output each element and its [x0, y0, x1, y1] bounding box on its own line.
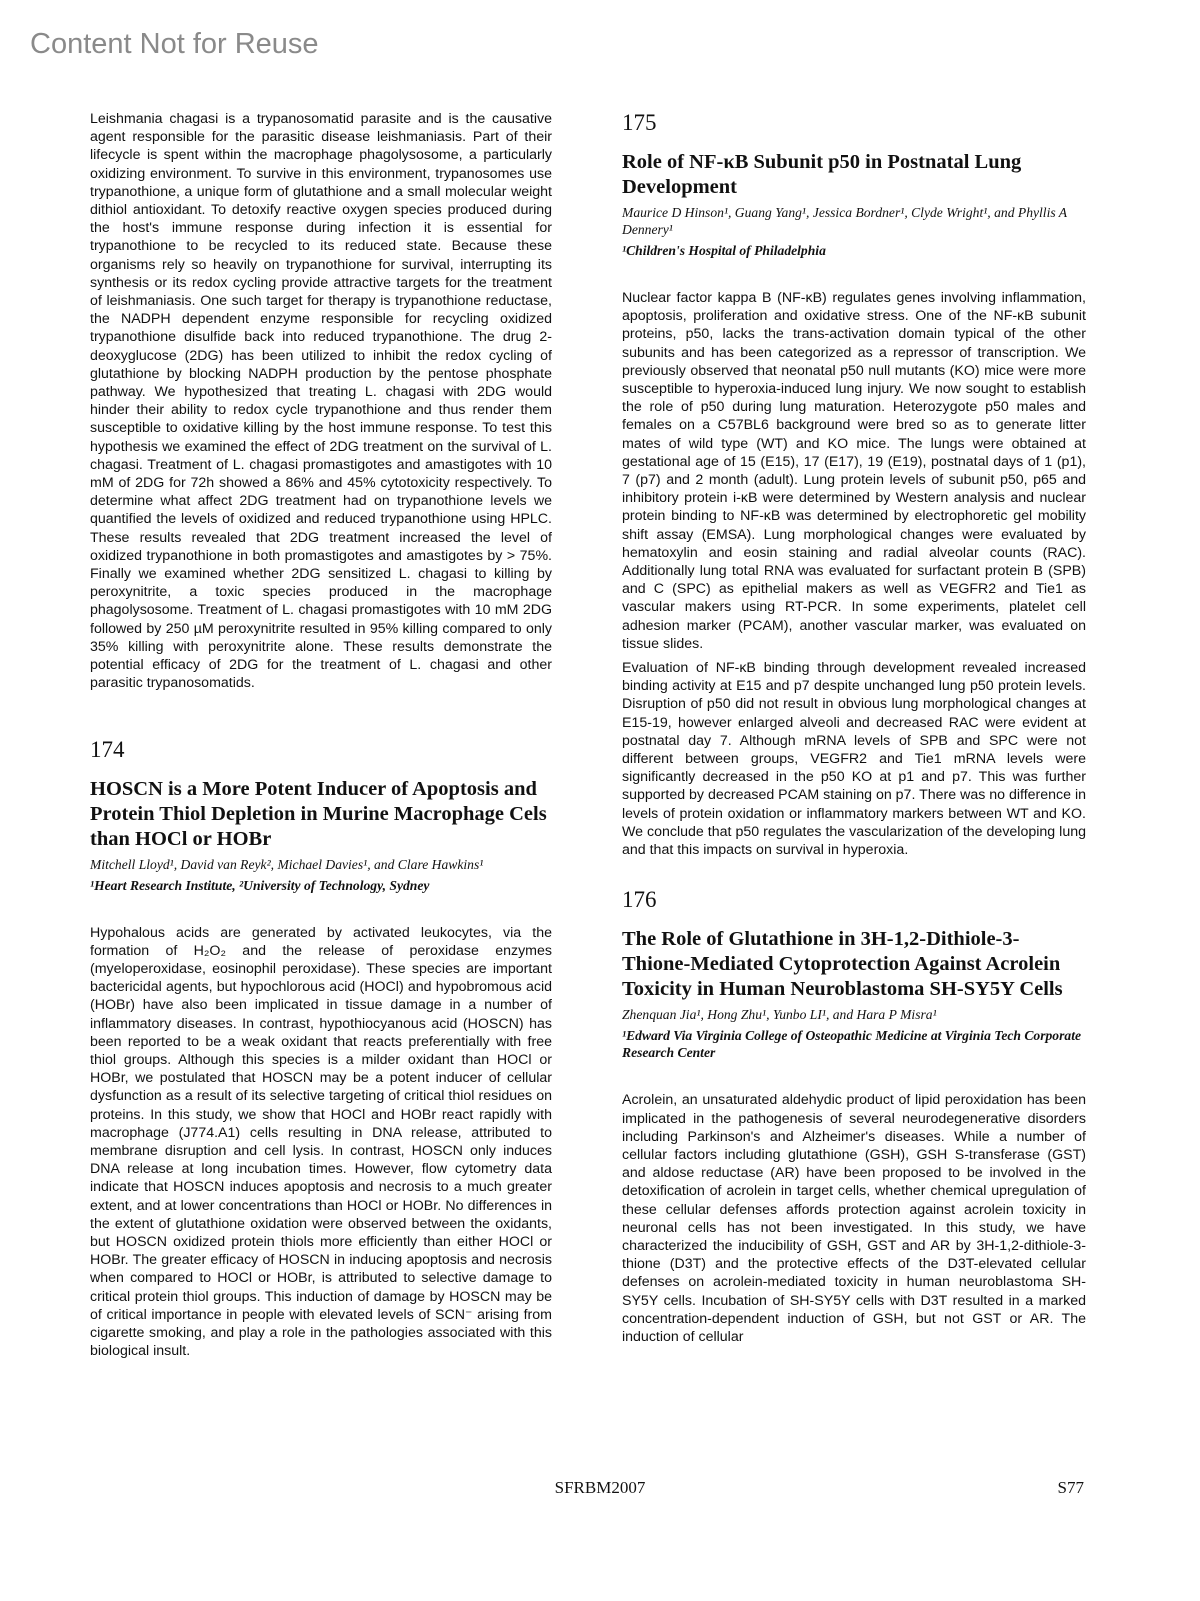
footer-journal: SFRBM2007 — [554, 1478, 646, 1497]
abstract-authors: Maurice D Hinson¹, Guang Yang¹, Jessica Bordner¹, Clyde Wright¹, and Phyllis A Dennery¹ — [622, 205, 1067, 237]
abstract-affiliation: ¹Children's Hospital of Philadelphia — [622, 243, 826, 258]
abstract-title: The Role of Glutathione in 3H-1,2-Dithiole-3-Thione-Mediated Cytoprotection Against Acrolein Toxicity in Human Neuroblastoma SH-SY5Y Cells — [622, 928, 1063, 1001]
abstract-176 — [622, 887, 1086, 1346]
right-column — [622, 110, 1086, 1346]
abstract-body-continued: Evaluation of NF-κB binding through development revealed increased binding activity at E15 and p7 despite unchanged lung p50 protein levels. Disruption of p50 did not result in obvious lung morphological changes at E15-19, however enlarged alveoli and decreased RAC were evident at postnatal day 7. Although mRNA levels of SPB and SPC were not different between groups, VEGFR2 and Tie1 mRNA levels were significantly decreased in the p50 KO at p1 and p7. This was further supported by decreased PCAM staining on p7. There was no difference in levels of protein oxidation or inflammatory markers between WT and KO. We conclude that p50 regulates the vascularization of the developing lung and that this impacts on survival in hyperoxia. — [622, 660, 1087, 859]
abstract-175 — [622, 110, 1086, 859]
abstract-affiliation: ¹Edward Via Virginia College of Osteopathic Medicine at Virginia Tech Corporate Research Center — [622, 1028, 1082, 1061]
left-column — [90, 110, 552, 1360]
abstract-number: 175 — [622, 110, 657, 135]
abstract-number: 176 — [622, 887, 657, 913]
watermark: Content Not for Reuse — [30, 28, 319, 60]
footer-page-number: S77 — [1057, 1478, 1084, 1497]
continued-abstract-text: Leishmania chagasi is a trypanosomatid parasite and is the causative agent responsible for the parasitic disease leishmaniasis. Part of their lifecycle is spent within the macrophage phagolysosome, a particularly oxidizing environment. To survive in this environment, trypanosomes use trypanothione, a unique form of glutathione and a small molecular weight dithiol antioxidant. To detoxify reactive oxygen species produced during the host's immune response during infection it is essential for trypanothione to be recycled to its reduced state. Because these organisms rely so heavily on trypanothione for survival, interrupting its synthesis or its redox cycling provide attractive targets for the treatment of leishmaniasis. One such target for therapy is trypanothione reductase, the NADPH dependent enzyme responsible for recycling oxidized trypanothione disulfide back into reduced trypanothione. The drug 2-deoxyglucose (2DG) has been utilized to inhibit the redox cycling of glutathione by blocking NADPH production by the pentose phosphate pathway. We hypothesized that treating L. chagasi with 2DG would hinder their ability to redox cycle trypanothione and thus render them susceptible to oxidative killing by the host immune response. To test this hypothesis we examined the effect of 2DG treatment on the survival of L. chagasi. Treatment of L. chagasi promastigotes and amastigotes with 10 mM of 2DG for 72h showed a 86% and 45% cytotoxicity respectively. To determine what affect 2DG treatment had on trypanothione levels we quantified the levels of oxidized and reduced trypanothione using HPLC. These results revealed that 2DG treatment increased the level of oxidized trypanothione in both promastigotes and amastigotes by > 75%. Finally we examined whether 2DG sensitized L. chagasi to killing by peroxynitrite, a toxic species produced in the macrophage phagolysosome. Treatment of L. chagasi promastigotes with 10 mM 2DG followed by 250 µM peroxynitrite resulted in 95% killing compared to only 35% killing with peroxynitrite alone. These results demonstrate the potential efficacy of 2DG for the treatment of L. chagasi and other parasitic trypanosomatids. — [90, 111, 552, 692]
abstract-title: HOSCN is a More Potent Inducer of Apoptosis and Protein Thiol Depletion in Murine Macrophage Cels than HOCl or HOBr — [90, 777, 547, 850]
abstract-authors: Mitchell Lloyd¹, David van Reyk², Michael Davies¹, and Clare Hawkins¹ — [90, 856, 484, 872]
abstract-number: 174 — [90, 736, 125, 762]
abstract-body: Acrolein, an unsaturated aldehydic product of lipid peroxidation has been implicated in the pathogenesis of several neurodegenerative disorders including Parkinson's and Alzheimer's diseases. While a number of cellular factors including glutathione (GSH), GSH S-transferase (GST) and aldose reductase (AR) have been proposed to be involved in the detoxification of acrolein in target cells, whether chemical upregulation of these cellular defenses affords protection against acrolein toxicity in neuronal cells has not been investigated. In this study, we have characterized the inducibility of GSH, GST and AR by 3H-1,2-dithiole-3-thione (D3T) and the protective effects of the D3T-elevated cellular defenses on acrolein-mediated toxicity in human neuroblastoma SH-SY5Y cells. Incubation of SH-SY5Y cells with D3T resulted in a marked concentration-dependent induction of GSH, but not GST or AR. The induction of cellular — [622, 1092, 1086, 1345]
abstract-title: Role of NF-κB Subunit p50 in Postnatal Lung Development — [622, 151, 1022, 198]
abstract-174 — [90, 737, 552, 1361]
abstract-affiliation: ¹Heart Research Institute, ²University of Technology, Sydney — [90, 877, 430, 893]
abstract-body: Hypohalous acids are generated by activated leukocytes, via the formation of H₂O₂ and the release of peroxidase enzymes (myeloperoxidase, eosinophil peroxidase). These species are important bactericidal agents, but hypochlorous acid (HOCl) and hypobromous acid (HOBr) have also been implicated in tissue damage in a number of inflammatory diseases. In contrast, hypothiocyanous acid (HOSCN) has been reported to be a weak oxidant that reacts preferentially with free thiol groups. Although this species is a milder oxidant than HOCl or HOBr, we postulated that HOSCN may be a potent inducer of cellular dysfunction as a result of its selective targeting of critical thiol residues on proteins. In this study, we show that HOCl and HOBr react rapidly with macrophage (J774.A1) cells resulting in DNA release, attributed to membrane disruption and cell lysis. In contrast, HOSCN only induces DNA release at long incubation times. However, flow cytometry data indicate that HOSCN induces apoptosis and necrosis to a much greater extent, and at lower concentrations than HOCl or HOBr. No differences in the extent of glutathione oxidation were observed between the oxidants, but HOSCN oxidized protein thiols more efficiently than either HOCl or HOBr. The greater efficacy of HOSCN in inducing apoptosis and necrosis when compared to HOCl or HOBr, is attributed to selective damage to critical protein thiol groups. This induction of damage by HOSCN may be of critical importance in people with elevated levels of SCN⁻ arising from cigarette smoking, and play a role in the pathologies associated with this biological insult. — [90, 924, 552, 1360]
abstract-body: Nuclear factor kappa B (NF-κB) regulates genes involving inflammation, apoptosis, proliferation and oxidative stress. One of the NF-κB subunit proteins, p50, lacks the trans-activation domain typical of the other subunits and has been categorized as a repressor of transcription. We previously observed that neonatal p50 null mutants (KO) mice were more susceptible to hyperoxia-induced lung injury. We now sought to establish the role of p50 during lung maturation. Heterozygote p50 males and females on a C57BL6 background were bred so as to generate litter mates of wild type (WT) and KO mice. The lungs were obtained at gestational age of 15 (E15), 17 (E17), 19 (E19), postnatal days of 1 (p1), 7 (p7) and 2 month (adult). Lung protein levels of subunit p50, p65 and inhibitory protein i-κB were determined by Western analysis and nuclear protein binding to NF-κB was determined by electrophoretic gel mobility shift assay (EMSA). Lung morphological changes were evaluated by hematoxylin and eosin staining and radial alveolar counts (RAC). Additionally lung total RNA was evaluated for surfactant protein B (SPB) and C (SPC) as epithelial makers as well as VEGFR2 and Tie1 as vascular makers using RT-PCR. In some experiments, platelet cell adhesion marker (PCAM), another vascular marker, was evaluated on tissue slides. — [622, 290, 1086, 652]
abstract-authors: Zhenquan Jia¹, Hong Zhu¹, Yunbo LI¹, and Hara P Misra¹ — [622, 1007, 937, 1023]
